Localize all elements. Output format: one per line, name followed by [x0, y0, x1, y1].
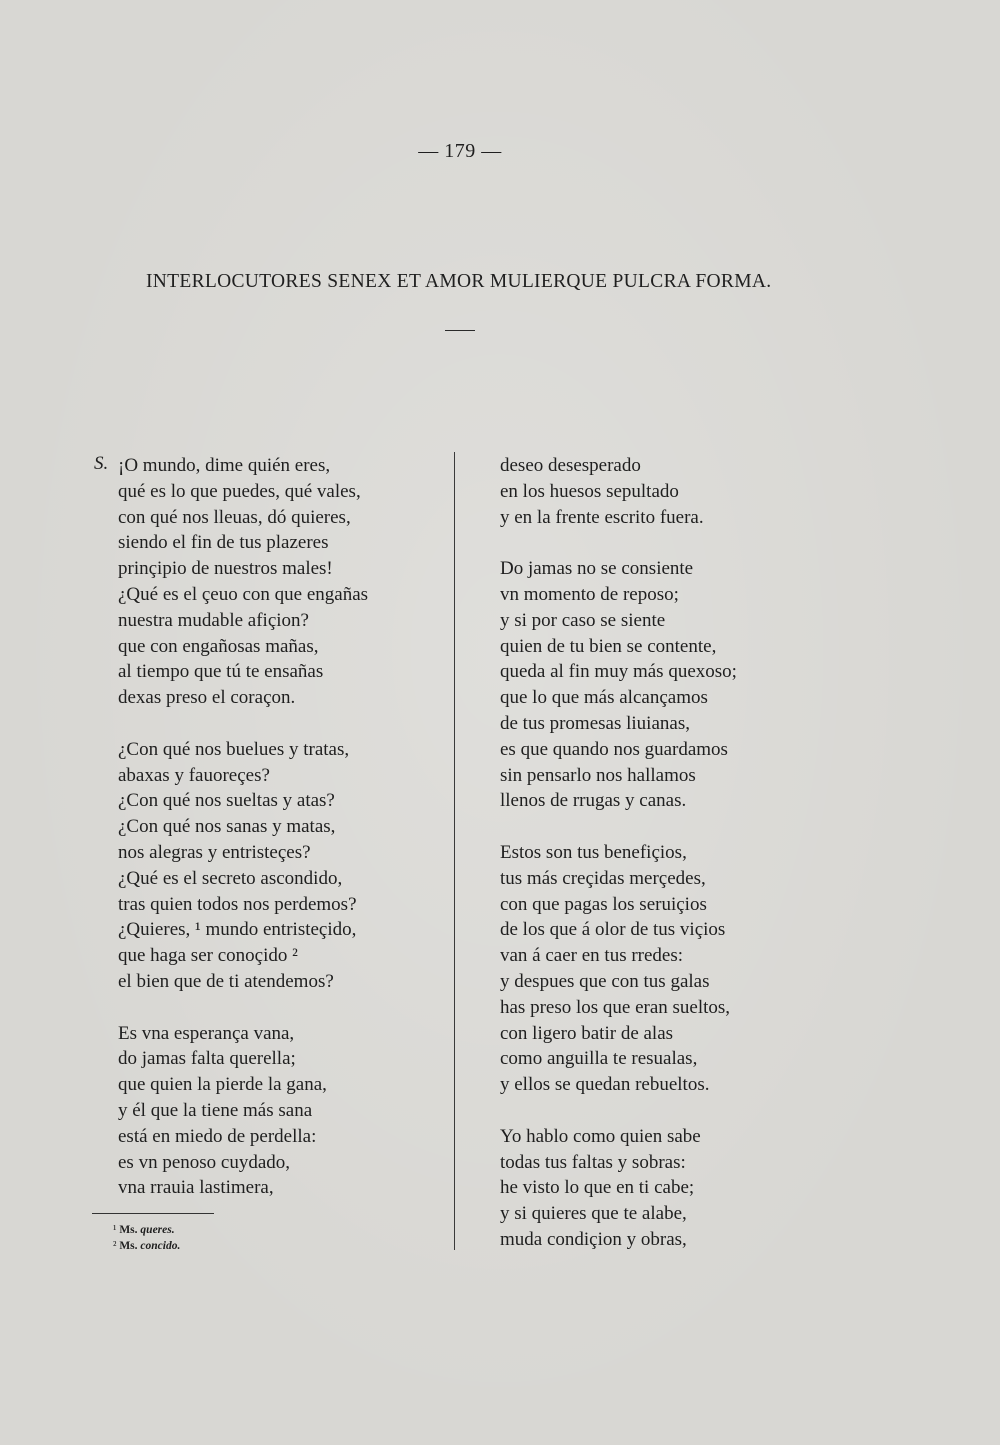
stanza-gap [500, 530, 790, 556]
footnote-word: concido. [140, 1240, 181, 1252]
footnote-mark: ² [113, 1240, 117, 1252]
footnote-1 [113, 1222, 180, 1238]
verse-line: ¿Con qué nos buelues y tratas, [118, 738, 350, 760]
page-number: — 179 — [418, 140, 502, 162]
verse-line: ¡O mundo, dime quién eres, [118, 455, 331, 476]
verse-line: tras quien todos nos perdemos? [118, 893, 357, 915]
verse-line: y si por caso se siente [500, 609, 666, 631]
verse-line: ¿Qué es el secreto ascondido, [118, 867, 343, 889]
verse-line: todas tus faltas y sobras: [500, 1151, 686, 1173]
column-divider [454, 452, 455, 1250]
verse-line: con qué nos lleuas, dó quieres, [118, 506, 351, 528]
footnotes [113, 1222, 180, 1254]
footnote-ms: Ms. [119, 1240, 138, 1252]
verse-line: nos alegras y entristeçes? [118, 841, 311, 863]
stanza-gap [118, 711, 448, 737]
verse-line: y él que la tiene más sana [118, 1099, 313, 1121]
verse-line: deseo desesperado [500, 455, 641, 476]
verse-line: en los huesos sepultado [500, 480, 679, 502]
verse-line: de tus promesas liuianas, [500, 712, 690, 734]
footnote-ms: Ms. [119, 1224, 138, 1236]
verse-line: y si quieres que te alabe, [500, 1203, 687, 1225]
stanza-gap [500, 1098, 790, 1124]
verse-line: tus más creçidas merçedes, [500, 867, 706, 889]
verse-line: Do jamas no se consiente [500, 558, 694, 580]
verse-line: Estos son tus benefiçios, [500, 841, 687, 863]
verse-line: vn momento de reposo; [500, 583, 679, 605]
verse-line: vna rrauia lastimera, [118, 1177, 274, 1199]
stanza-gap [500, 814, 790, 840]
verse-line: prinçipio de nuestros males! [118, 558, 333, 580]
verse-line: al tiempo que tú te ensañas [118, 661, 324, 683]
verse-line: abaxas y fauoreçes? [118, 764, 270, 786]
verse-line: y ellos se quedan rebueltos. [500, 1074, 710, 1096]
verse-line: muda condiçion y obras, [500, 1228, 687, 1250]
verse-line: que con engañosas mañas, [118, 635, 319, 657]
stanza-gap [118, 995, 448, 1021]
section-heading: INTERLOCUTORES SENEX ET AMOR MULIERQUE PULCRA FORMA. [146, 271, 772, 292]
verse-line: con que pagas los seruiçios [500, 893, 707, 915]
footnote-rule [92, 1213, 214, 1214]
right-column [500, 453, 790, 1253]
verse-line: queda al fin muy más quexoso; [500, 661, 737, 683]
footnote-word: queres. [140, 1224, 175, 1236]
verse-line: es vn penoso cuydado, [118, 1151, 291, 1173]
verse-line: van á caer en tus rredes: [500, 945, 684, 967]
verse-line: que haga ser conoçido ² [118, 945, 298, 967]
verse-line: dexas preso el coraçon. [118, 687, 296, 709]
verse-line: qué es lo que puedes, qué vales, [118, 480, 361, 502]
verse-line: que quien la pierde la gana, [118, 1074, 327, 1096]
verse-line: do jamas falta querella; [118, 1048, 296, 1070]
verse-line: ¿Con qué nos sanas y matas, [118, 816, 336, 838]
verse-line: nuestra mudable afiçion? [118, 609, 309, 631]
verse-line: ¿Quieres, ¹ mundo entristeçido, [118, 919, 357, 941]
verse-line: como anguilla te resualas, [500, 1048, 698, 1070]
verse-line: que lo que más alcançamos [500, 687, 708, 709]
verse-line: está en miedo de perdella: [118, 1125, 317, 1147]
footnote-2 [113, 1238, 180, 1254]
heading-rule [445, 330, 475, 331]
verse-line: el bien que de ti atendemos? [118, 970, 334, 992]
verse-line: ¿Qué es el çeuo con que engañas [118, 583, 369, 605]
verse-line: llenos de rrugas y canas. [500, 790, 687, 812]
verse-line: he visto lo que en ti cabe; [500, 1177, 695, 1199]
verse-line: y en la frente escrito fuera. [500, 506, 704, 528]
footnote-mark: ¹ [113, 1224, 117, 1236]
left-column [94, 453, 448, 1201]
verse-line: Yo hablo como quien sabe [500, 1125, 701, 1147]
verse-line: quien de tu bien se contente, [500, 635, 717, 657]
verse-line: es que quando nos guardamos [500, 738, 728, 760]
verse-line: has preso los que eran sueltos, [500, 996, 731, 1018]
verse-line: de los que á olor de tus viçios [500, 919, 726, 941]
verse-line: Es vna esperança vana, [118, 1022, 295, 1044]
verse-line: con ligero batir de alas [500, 1022, 674, 1044]
verse-line: ¿Con qué nos sueltas y atas? [118, 790, 335, 812]
verse-line: sin pensarlo nos hallamos [500, 764, 696, 786]
verse-line: y despues que con tus galas [500, 970, 710, 992]
speaker-label: S. [94, 453, 109, 474]
verse-line: siendo el fin de tus plazeres [118, 532, 329, 554]
